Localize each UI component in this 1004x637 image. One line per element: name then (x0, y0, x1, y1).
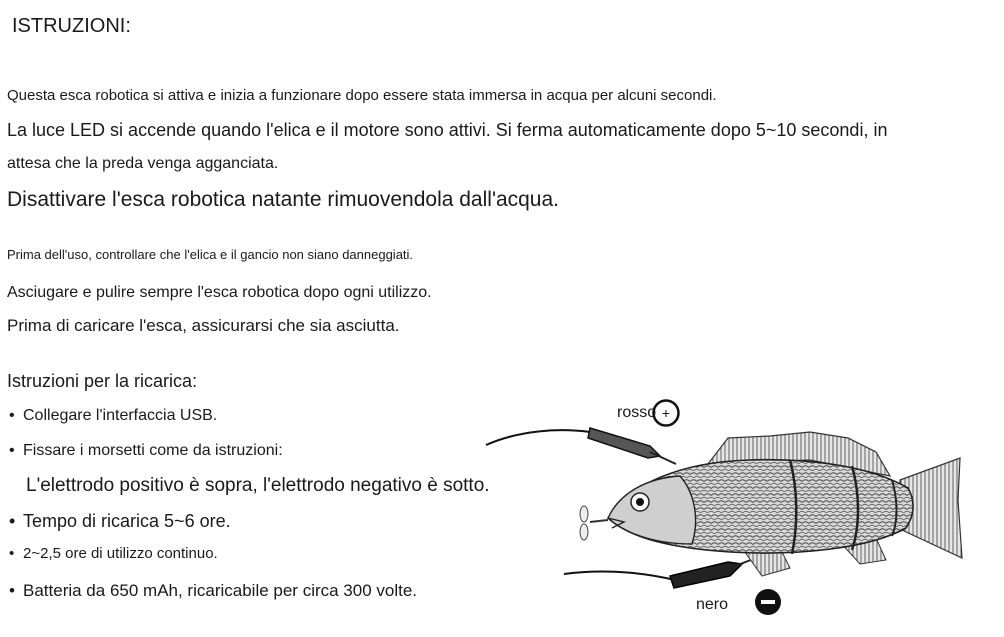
charging-heading: Istruzioni per la ricarica: (7, 371, 198, 391)
plus-circle-icon (651, 398, 681, 428)
svg-text:+: + (661, 405, 670, 421)
charging-item: • 2~2,5 ore di utilizzo continuo. (9, 545, 218, 562)
instruction-deactivate: Disattivare l'esca robotica natante rimuovendola dall'acqua. (7, 188, 559, 211)
page-title: ISTRUZIONI: (12, 15, 131, 37)
bullet-icon: • (9, 581, 15, 600)
bullet-icon: • (9, 407, 15, 424)
instruction-check: Prima dell'uso, controllare che l'elica e il gancio non siano danneggiati. (7, 247, 414, 262)
fish-head (608, 476, 696, 544)
positive-cable (486, 430, 590, 445)
instruction-activation: Questa esca robotica si attiva e inizia a funzionare dopo essere stata immersa in acqua per alcuni secondi. (7, 87, 717, 104)
instruction-clean: Asciugare e pulire sempre l'esca robotica dopo ogni utilizzo. (7, 284, 432, 301)
negative-clip-icon (670, 562, 742, 588)
negative-cable (564, 572, 675, 580)
bullet-icon: • (9, 442, 15, 459)
charging-item: • Batteria da 650 mAh, ricaricabile per circa 300 volte. (9, 581, 418, 600)
charging-item: • Collegare l'interfaccia USB. (9, 407, 218, 424)
instruction-led-line1: La luce LED si accende quando l'elica e il motore sono attivi. Si ferma automaticamente dopo 5~10 secondi, in (7, 120, 888, 140)
bullet-icon: • (9, 545, 15, 562)
instruction-dry: Prima di caricare l'esca, assicurarsi che sia asciutta. (7, 316, 400, 335)
charging-item: • Tempo di ricarica 5~6 ore. (9, 511, 231, 531)
minus-circle-icon (754, 588, 782, 616)
positive-label: rosso + (617, 398, 681, 428)
bullet-icon: • (9, 511, 16, 531)
positive-clip-icon (588, 428, 660, 458)
charging-item: • Fissare i morsetti come da istruzioni: (9, 442, 283, 459)
negative-label: nero (696, 594, 782, 616)
instruction-led-line2: attesa che la preda venga agganciata. (7, 155, 279, 172)
propeller-icon (580, 506, 608, 540)
charging-subnote: L'elettrodo positivo è sopra, l'elettrodo negativo è sotto. (26, 475, 490, 496)
